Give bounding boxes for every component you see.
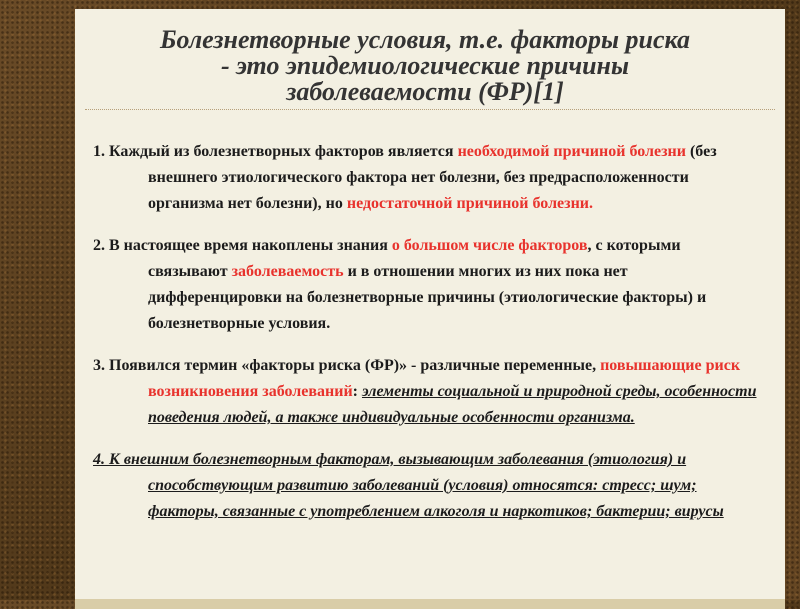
item-2-text-2: , с которыми связывают <box>148 237 681 280</box>
list-item-3 <box>93 353 763 431</box>
item-3-underlined-elements: элементы социальной и природной среды, особенности поведения людей, а также индивидуальные особенности организма. <box>148 383 757 426</box>
item-1-highlight-necessary-cause: необходимой причиной болезни <box>457 143 686 160</box>
item-2-text: 2. В настоящее время накоплены знания <box>93 237 392 254</box>
item-3-text: 3. Появился термин «факторы риска (ФР)» - различные переменные, <box>93 357 601 374</box>
list-item-2 <box>93 233 763 337</box>
title-line-3: заболеваемости (ФР)[1] <box>286 77 564 106</box>
item-1-highlight-insufficient-cause: недостаточной причиной болезни. <box>346 195 594 212</box>
item-1-text: 1. Каждый из болезнетворных факторов является <box>93 143 458 160</box>
item-3-colon: : <box>352 383 362 400</box>
title-line-2: - это эпидемиологические причины <box>220 51 630 80</box>
title-line-1: Болезнетворные условия, т.е. факторы риска <box>159 25 691 54</box>
item-4-text: 4. К внешним болезнетворным факторам, вызывающим заболевания (этиология) и способствующим развитию заболеваний (условия) относятся: стресс; шум; факторы, связанные с употреблением алкоголя и наркотиков; бактерии; вирусы <box>93 451 724 520</box>
item-1-text-2: (без внешнего этиологического фактора нет болезни, без предрасположенности организма нет болезни), но <box>148 143 717 212</box>
numbered-list <box>93 123 763 527</box>
slide-bottom-border <box>75 599 785 609</box>
slide-title <box>91 27 759 105</box>
item-2-text-3: и в отношении многих из них пока нет дифференцировки на болезнетворные причины (этиологические факторы) и болезнетворные условия. <box>148 263 707 332</box>
item-2-highlight-morbidity: заболеваемость <box>231 263 344 280</box>
slide <box>75 9 785 609</box>
item-2-highlight-many-factors: о большом числе факторов <box>391 237 588 254</box>
item-3-highlight-risk: повышающие риск возникновения заболеваний <box>148 357 741 400</box>
list-item-4 <box>93 447 763 525</box>
list-item-1 <box>93 139 763 217</box>
title-divider <box>85 109 775 110</box>
